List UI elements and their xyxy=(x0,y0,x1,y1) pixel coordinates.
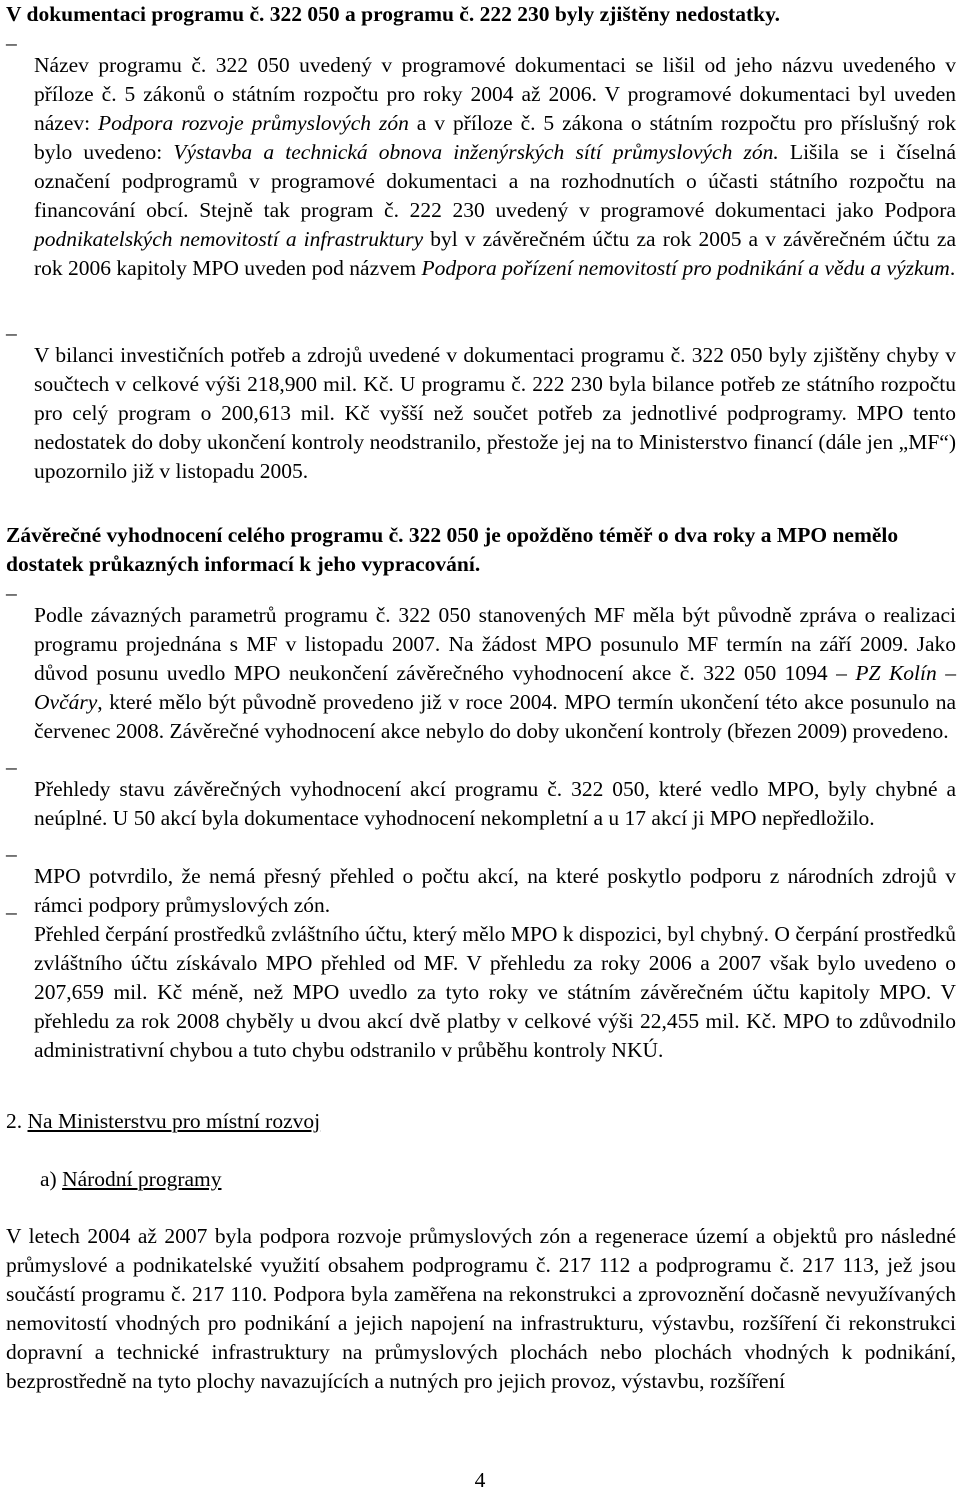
section-number: 2. xyxy=(6,1109,23,1133)
dash-bullet: – xyxy=(6,31,17,55)
dash-bullet: – xyxy=(6,321,17,345)
section-heading-ministry xyxy=(6,1107,956,1136)
dash-bullet: – xyxy=(6,581,17,605)
list-item-text: V bilanci investičních potřeb a zdrojů uvedené v dokumentaci programu č. 322 050 byly zjištěny chyby v součtech v celkové výši 218,900 mil. Kč. U programu č. 222 230 byla bilance potřeb ze státního rozpočtu pro celý program o 200,613 mil. Kč vyšší než součet potřeb za jednotlivé podprogramy. MPO tento nedostatek do doby ukončení kontroly neodstranilo, přestože jej na to Ministerstvo financí (dále jen „MF“) upozornilo již v listopadu 2005. xyxy=(34,342,956,483)
section-heading-deficiencies: V dokumentaci programu č. 322 050 a programu č. 222 230 byly zjištěny nedostatky. xyxy=(6,2,781,26)
list-item-program-name xyxy=(6,29,956,304)
italic-span: – PZ Kolín – Ovčáry xyxy=(34,660,956,714)
text-span: byl v závěrečném účtu za rok 2005 a v závěrečném účtu za rok 2006 kapitoly MPO uveden pod názvem xyxy=(34,226,956,280)
italic-span: Výstavba a technická obnova inženýrských sítí průmyslových zón. xyxy=(173,139,779,164)
text-span: , které mělo být původně provedeno již v roce 2004. MPO termín ukončení této akce posunulo na červenec 2008. Závěrečné vyhodnocení akce nebylo do doby ukončení kontroly (březen 2009) provedeno. xyxy=(34,689,956,743)
subsection-heading-national-programs xyxy=(40,1165,940,1194)
dash-bullet: – xyxy=(6,842,17,866)
list-item-balance-errors xyxy=(6,319,956,507)
page-number: 4 xyxy=(474,1468,486,1492)
list-item-text xyxy=(34,51,956,283)
italic-span: Podpora pořízení nemovitostí pro podnikání a vědu a výzkum xyxy=(421,255,950,280)
text-span: Název programu č. 322 050 uvedený v programové dokumentaci se lišil od jeho názvu uvedeného v příloze č. 5 zákonů o státním rozpočtu pro roky 2004 až 2006. V programové dokumentaci byl uveden název: xyxy=(34,52,956,135)
list-item-overviews xyxy=(6,753,956,854)
section-heading-final-evaluation: Závěrečné vyhodnocení celého programu č. 322 050 je opožděno téměř o dva roky a MPO nemělo dostatek průkazných informací k jeho vypracování. xyxy=(6,523,899,576)
list-item-text xyxy=(34,601,956,746)
text-span: . xyxy=(949,255,956,280)
list-item-text: Přehledy stavu závěrečných vyhodnocení akcí programu č. 322 050, které vedlo MPO, byly chybné a neúplné. U 50 akcí byla dokumentace vyhodnocení nekompletní a u 17 akcí ji MPO nepředložilo. xyxy=(34,776,956,830)
body-paragraph: V letech 2004 až 2007 byla podpora rozvoje průmyslových zón a regenerace území a objektů pro následné průmyslové a podnikatelské využití obsahem podprogramu č. 217 112 a podprogramu č. 217 113, jež jsou součástí programu č. 217 110. Podpora byla zaměřena na rekonstrukci a zprovoznění dočasně nevyužívaných nemovitostí vhodných pro podnikání a jejich napojení na infrastrukturu, výstavbu, rozšíření či rekonstrukci dopravní a technické infrastruktury na průmyslových plochách nebo plochách vhodných k podnikání, bezprostředně na tyto plochy navazujících a nutných pro jejich provoz, výstavbu, rozšíření xyxy=(6,1224,956,1393)
italic-span: Podpora rozvoje průmyslových zón xyxy=(98,110,409,135)
text-span: a v příloze č. 5 zákona o státním rozpočtu pro příslušný rok bylo uvedeno: xyxy=(34,110,956,164)
list-item-text: MPO potvrdilo, že nemá přesný přehled o počtu akcí, na které poskytlo podporu z národních zdrojů v rámci podpory průmyslových zón. xyxy=(34,863,956,917)
list-item-text: Přehled čerpání prostředků zvláštního účtu, který mělo MPO k dispozici, byl chybný. O čerpání prostředků zvláštního účtu získávalo MPO přehled od MF. V přehledu za roky 2006 a 2007 však bylo uvedeno o 207,659 mil. Kč méně, než MPO uvedlo za tyto roky ve státním závěrečném účtu kapitoly MPO. V přehledu za rok 2008 chyběly u dvou akcí dvě platby v celkové výši 22,455 mil. Kč. MPO to zdůvodnilo administrativní chybou a tuto chybu odstranilo v průběhu kontroly NKÚ. xyxy=(34,921,956,1062)
text-span: Podle závazných parametrů programu č. 322 050 stanovených MF měla být původně zpráva o realizaci programu projednána s MF v listopadu 2007. Na žádost MPO posunulo MF termín na září 2009. Jako důvod posunu uvedlo MPO neukončení závěrečného vyhodnocení akce č. 322 050 1094 xyxy=(34,602,956,685)
list-item-account-overview xyxy=(6,898,956,1086)
dash-bullet: – xyxy=(6,900,17,924)
italic-span: podnikatelských nemovitostí a infrastruktury xyxy=(34,226,424,251)
subsection-title: Národní programy xyxy=(62,1167,222,1191)
text-span: Lišila se i číselná označení podprogramů v programové dokumentaci a na rozhodnutích o účasti státního rozpočtu na financování obcí. Stejně tak program č. 222 230 uvedený v programové dokumentaci jako Podpora xyxy=(34,139,956,222)
subsection-letter: a) xyxy=(40,1167,57,1191)
section-title: Na Ministerstvu pro místní rozvoj xyxy=(27,1109,321,1133)
dash-bullet: – xyxy=(6,755,17,779)
list-item-binding-parameters xyxy=(6,579,956,767)
